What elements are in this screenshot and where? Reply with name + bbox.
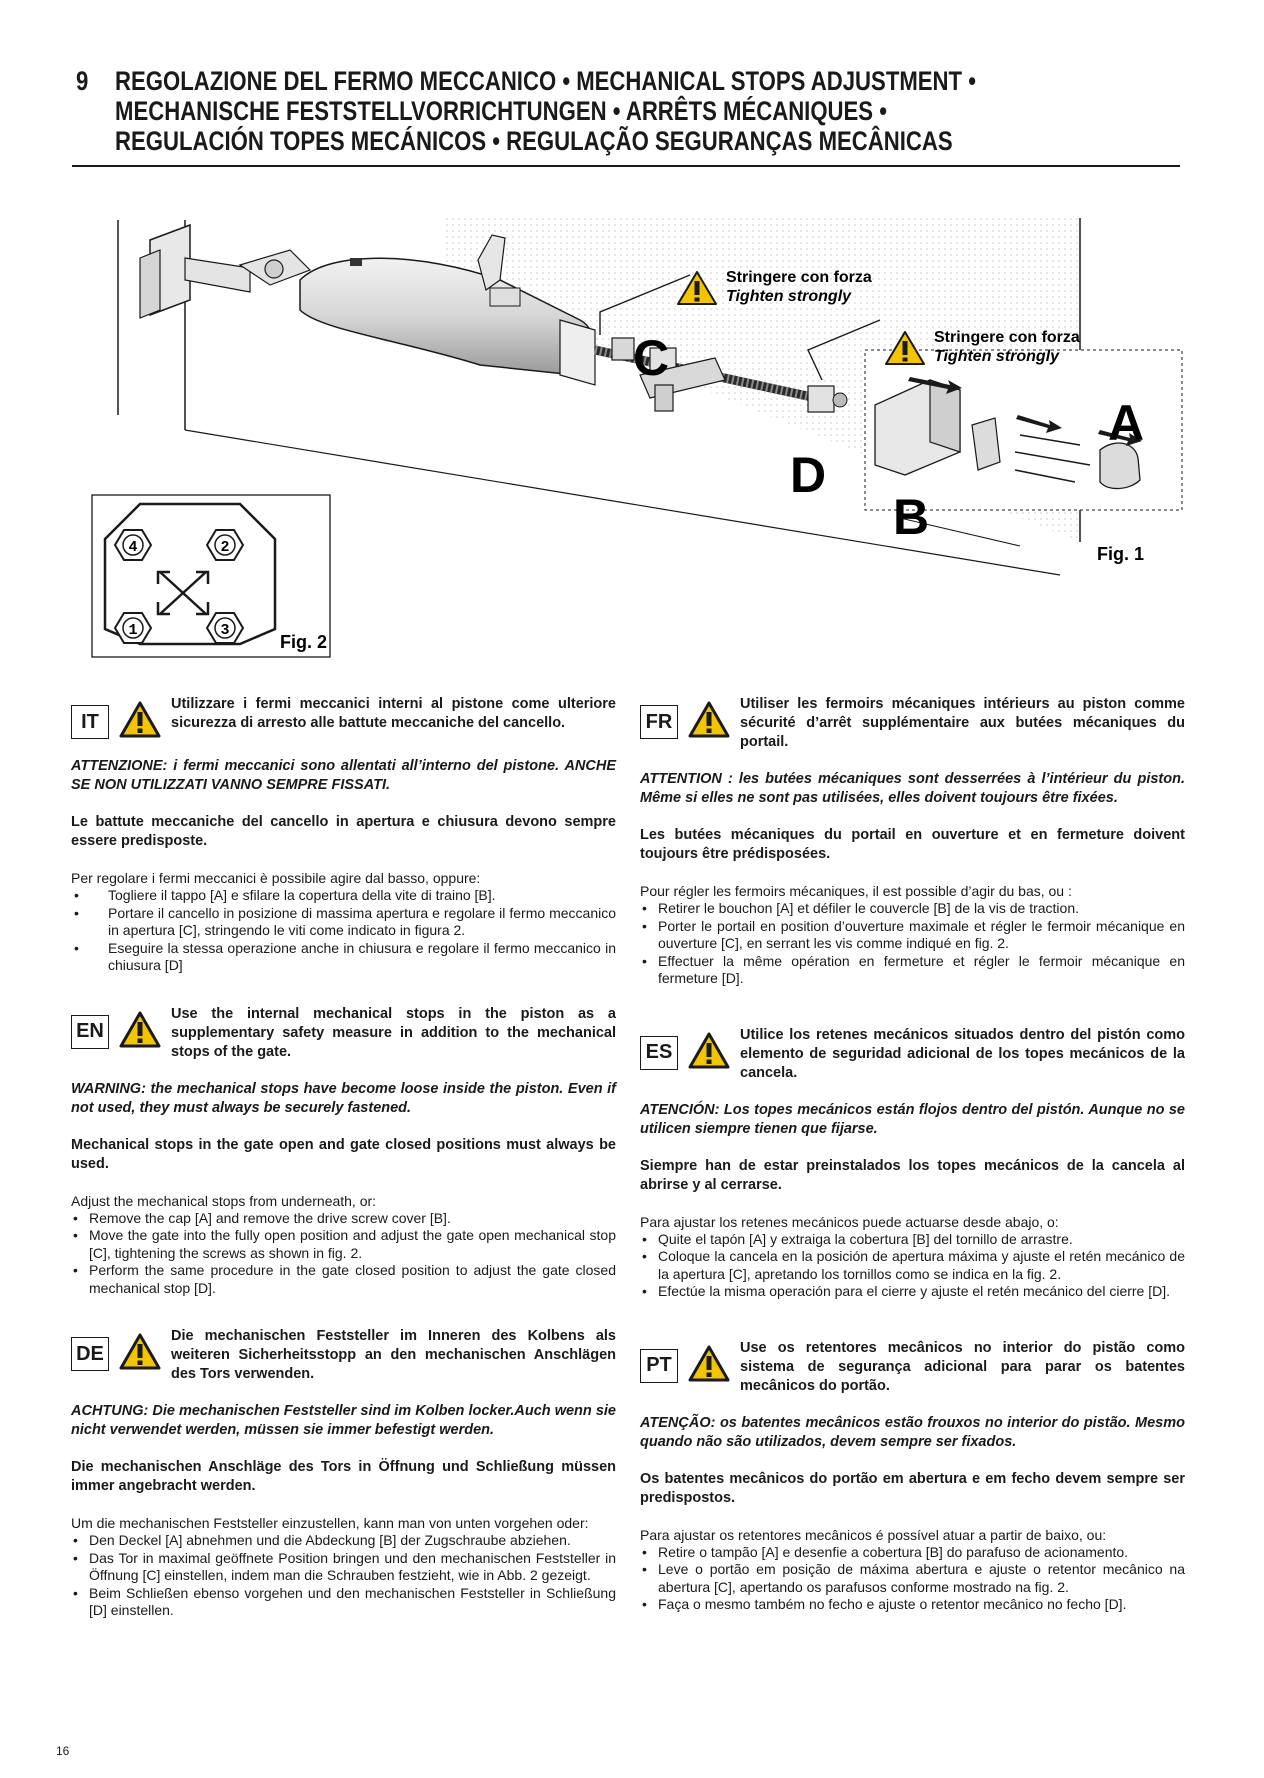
callout-2-en: Tighten strongly: [934, 348, 1060, 365]
warning-text: ACHTUNG: Die mechanischen Feststeller sind im Kolben locker.Auch wenn sie nicht verwendet werden, müssen sie immer befestigt werden.: [71, 1403, 616, 1438]
section-de: [71, 1327, 616, 1620]
procedure-intro: Per regolare i fermi meccanici è possibile agire dal basso, oppure:: [71, 870, 481, 886]
procedure-intro: Adjust the mechanical stops from underneath, or:: [71, 1192, 377, 1209]
language-code-es: ES: [640, 1036, 678, 1070]
list-item: • Retirer le bouchon [A] et défiler le couvercle [B] de la vis de traction.: [640, 900, 1185, 918]
list-item: • Leve o portão em posição de máxima abertura e ajuste o retentor mecânico na abertura [C], apertando os parafusos conforme mostrado na fig. 2.: [640, 1561, 1185, 1596]
section-pt: [640, 1339, 1185, 1614]
section-es: [640, 1026, 1185, 1301]
steps-list: [640, 1231, 1185, 1301]
intro-text: Utiliser les fermoirs mécaniques intérieurs au piston comme sécurité d’arrêt supplémentaire aux butées mécaniques du portail.: [740, 696, 1185, 750]
steps-list: [640, 900, 1185, 988]
requirement-text: Le battute meccaniche del cancello in apertura e chiusura devono sempre essere predisposte.: [71, 814, 616, 849]
language-code-fr: FR: [640, 705, 678, 739]
warning-text: WARNING: the mechanical stops have become loose inside the piston. Even if not used, they must always be securely fastened.: [71, 1080, 616, 1116]
title-divider: [72, 165, 1180, 167]
screw-1-number: 1: [128, 622, 138, 639]
screw-4-number: 4: [128, 539, 138, 556]
page-number: 16: [56, 1744, 70, 1758]
list-item: • Remove the cap [A] and remove the drive screw cover [B].: [71, 1210, 616, 1228]
screw-3-number: 3: [220, 622, 230, 639]
list-item: • Quite el tapón [A] y extraiga la cobertura [B] del tornillo de arrastre.: [640, 1231, 1185, 1249]
wall-bracket: [140, 225, 310, 318]
list-item: • Beim Schließen ebenso vorgehen und den mechanischen Feststeller in Schließung [D] einstellen.: [71, 1585, 616, 1620]
warning-icon: [688, 701, 730, 739]
language-code-en: EN: [71, 1015, 109, 1049]
steps-list: [640, 1544, 1185, 1614]
language-code-it: IT: [71, 705, 109, 739]
list-item: • Togliere il tappo [A] e sfilare la copertura della vite di traino [B].: [71, 887, 616, 905]
intro-text: Utilice los retenes mecánicos situados dentro del pistón como elemento de seguridad adicional de los topes mecánicos de la cancela.: [740, 1026, 1185, 1081]
screw-4: [115, 530, 151, 560]
list-item: • Eseguire la stessa operazione anche in chiusura e regolare il fermo meccanico in chiusura [D]: [71, 940, 616, 975]
section-fr: [640, 695, 1185, 988]
screw-1: [115, 613, 151, 643]
list-item: • Porter le portail en position d’ouverture maximale et régler le fermoir mécanique en ouverture [C], en serrant les vis comme indiqué en fig. 2.: [640, 918, 1185, 953]
section-number: 9: [76, 66, 89, 96]
callout-1-en: Tighten strongly: [726, 288, 852, 305]
requirement-text: Die mechanischen Anschläge des Tors in Öffnung und Schließung müssen immer angebracht werden.: [71, 1459, 616, 1494]
label-c: C: [633, 330, 670, 386]
procedure-intro: Para ajustar los retenes mecánicos puede actuarse desde abajo, o:: [640, 1213, 1059, 1230]
language-code-pt: PT: [640, 1349, 678, 1383]
fig2-caption: Fig. 2: [280, 632, 328, 652]
label-d: D: [790, 447, 827, 503]
callout-2-it: Stringere con forza: [934, 329, 1080, 346]
fig1-caption: Fig. 1: [1097, 544, 1145, 564]
requirement-text: Les butées mécaniques du portail en ouverture et en fermeture doivent toujours être prédisposées.: [640, 827, 1185, 862]
list-item: • Perform the same procedure in the gate closed position to adjust the gate closed mechanical stop [D].: [71, 1262, 616, 1297]
screw-2-number: 2: [220, 539, 230, 556]
list-item: • Das Tor in maximal geöffnete Position bringen und den mechanischen Feststeller in Öffnung [C] einstellen, indem man die Schrauben festzieht, wie in Abb. 2 gezeigt.: [71, 1550, 616, 1585]
list-item: • Coloque la cancela en la posición de apertura máxima y ajuste el retén mecánico de la apertura [C], apretando los tornillos como se indica en la fig. 2.: [640, 1248, 1185, 1283]
intro-text: Use os retentores mecânicos no interior do pistão como sistema de segurança adicional para parar os batentes mecânicos do portão.: [740, 1339, 1185, 1394]
list-item: • Move the gate into the fully open position and adjust the gate open mechanical stop [C], tightening the screws as shown in fig. 2.: [71, 1227, 616, 1262]
warning-icon: [688, 1032, 730, 1070]
intro-text: Use the internal mechanical stops in the piston as a supplementary safety measure in addition to the mechanical stops of the gate.: [171, 1005, 616, 1060]
warning-icon: [119, 1333, 161, 1371]
list-item: • Portare il cancello in posizione di massima apertura e regolare il fermo meccanico in apertura [C], stringendo le viti come indicato in figura 2.: [71, 905, 616, 940]
warning-icon: [688, 1345, 730, 1383]
label-a: A: [1108, 395, 1145, 451]
warning-icon: [119, 1011, 161, 1049]
callout-1-it: Stringere con forza: [726, 269, 872, 286]
fig2-panel: [92, 495, 330, 657]
steps-list: [71, 1532, 616, 1620]
screw-2: [207, 530, 243, 560]
procedure-intro: Para ajustar os retentores mecânicos é possível atuar a partir de baixo, ou:: [640, 1526, 1107, 1543]
page-title: REGOLAZIONE DEL FERMO MECCANICO • MECHANICAL STOPS ADJUSTMENT • MECHANISCHE FESTSTELLVORRICHTUNGEN • ARRÊTS MÉCANIQUES • REGULACIÓN TOPES MECÁNICOS • REGULAÇÃO SEGURANÇAS MECÂNICAS: [115, 66, 976, 156]
list-item: • Retire o tampão [A] e desenfie a cobertura [B] do parafuso de acionamento.: [640, 1544, 1185, 1562]
warning-text: ATENCIÓN: Los topes mecánicos están flojos dentro del pistón. Aunque no se utilicen siempre tienen que fijarse.: [640, 1101, 1185, 1137]
label-b: B: [893, 489, 930, 545]
steps-list: [71, 887, 616, 975]
section-it: [71, 695, 616, 975]
list-item: • Faça o mesmo também no fecho e ajuste o retentor mecânico no fecho [D].: [640, 1596, 1185, 1614]
procedure-intro: Um die mechanischen Feststeller einzustellen, kann man von unten vorgehen oder:: [71, 1515, 589, 1531]
steps-list: [71, 1210, 616, 1298]
section-en: [71, 1005, 616, 1298]
intro-text: Utilizzare i fermi meccanici interni al pistone come ulteriore sicurezza di arresto alle battute meccaniche del cancello.: [171, 696, 616, 731]
warning-text: ATTENZIONE: i fermi meccanici sono allentati all’interno del pistone. ANCHE SE NON UTILIZZATI VANNO SEMPRE FISSATI.: [71, 758, 616, 793]
language-code-de: DE: [71, 1337, 109, 1371]
warning-text: ATTENTION : les butées mécaniques sont desserrées à l’intérieur du piston. Même si elles ne sont pas utilisées, elles doivent toujours être fixées.: [640, 771, 1185, 806]
warning-icon: [119, 701, 161, 739]
right-column: [640, 695, 1185, 1636]
procedure-intro: Pour régler les fermoirs mécaniques, il est possible d’agir du bas, ou :: [640, 883, 1072, 899]
list-item: • Efectúe la misma operación para el cierre y ajuste el retén mecánico del cierre [D].: [640, 1283, 1185, 1301]
intro-text: Die mechanischen Feststeller im Inneren des Kolbens als weiteren Sicherheitsstopp an den mechanischen Anschlägen des Tors verwenden.: [171, 1328, 616, 1382]
warning-text: ATENÇÃO: os batentes mecânicos estão frouxos no interior do pistão. Mesmo quando não são utilizados, devem sempre ser fixados.: [640, 1414, 1185, 1450]
list-item: • Den Deckel [A] abnehmen und die Abdeckung [B] der Zugschraube abziehen.: [71, 1532, 616, 1550]
requirement-text: Siempre han de estar preinstalados los topes mecánicos de la cancela al abrirse y al cerrarse.: [640, 1157, 1185, 1193]
screw-3: [207, 613, 243, 643]
list-item: • Effectuer la même opération en fermeture et régler le fermoir mécanique en fermeture [D].: [640, 953, 1185, 988]
requirement-text: Mechanical stops in the gate open and gate closed positions must always be used.: [71, 1136, 616, 1172]
requirement-text: Os batentes mecânicos do portão em abertura e em fecho devem sempre ser predispostos.: [640, 1470, 1185, 1506]
installation-figure: [0, 180, 1264, 680]
left-column: [71, 695, 616, 1642]
